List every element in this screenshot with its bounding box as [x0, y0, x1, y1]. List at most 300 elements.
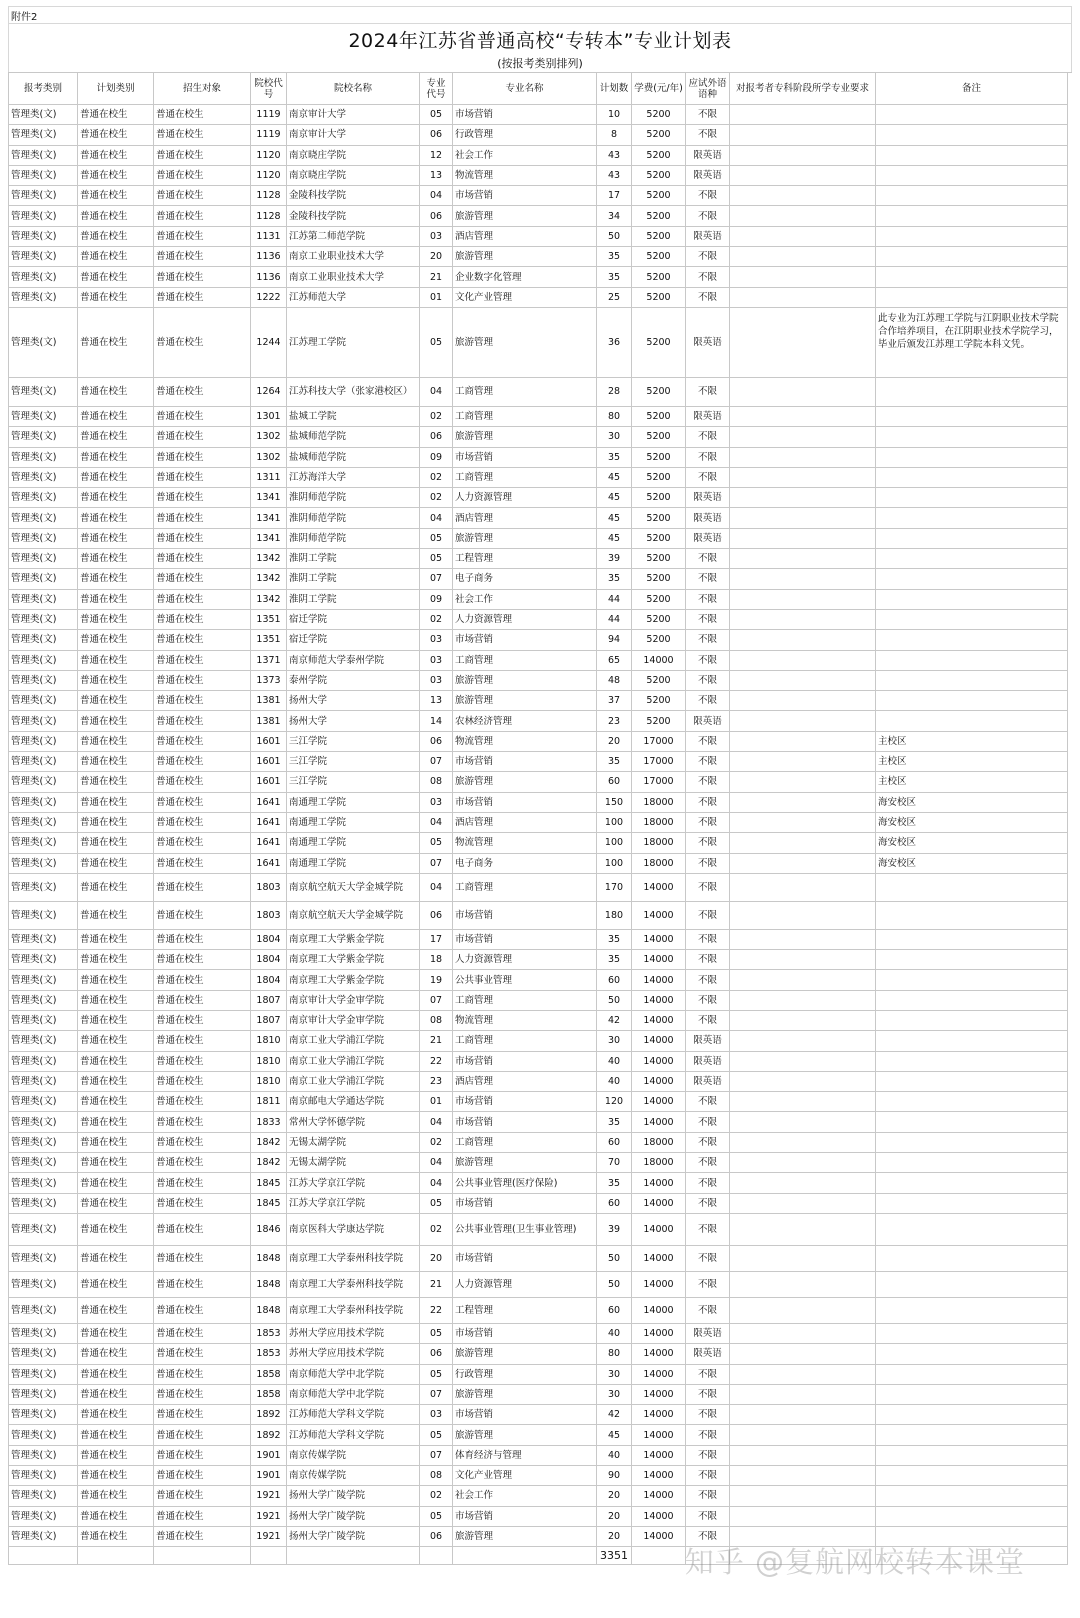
- plan-type-cell: 普通在校生: [78, 1298, 154, 1324]
- plan-count-cell: 20: [597, 1507, 632, 1527]
- plan-count-cell: 23: [597, 711, 632, 731]
- remark-cell: [876, 427, 1068, 447]
- enroll-target-cell: 普通在校生: [154, 468, 251, 488]
- plan-count-cell: 39: [597, 1214, 632, 1246]
- school-code-cell: 1136: [251, 267, 287, 287]
- school-code-cell: 1892: [251, 1405, 287, 1425]
- major-name-cell: 公共事业管理(卫生事业管理): [453, 1214, 597, 1246]
- school-name-cell: 南京医科大学康达学院: [287, 1214, 420, 1246]
- school-code-cell: 1302: [251, 427, 287, 447]
- table-body: [8, 105, 1072, 1547]
- tuition-cell: 14000: [632, 970, 686, 990]
- category-cell: 管理类(文): [8, 549, 78, 569]
- table-row: [8, 378, 1072, 407]
- category-cell: 管理类(文): [8, 1385, 78, 1405]
- tuition-cell: 14000: [632, 1112, 686, 1132]
- major-requirement-cell: [730, 793, 876, 813]
- school-name-cell: 淮阴工学院: [287, 590, 420, 610]
- remark-cell: [876, 166, 1068, 186]
- school-name-cell: 南京传媒学院: [287, 1446, 420, 1466]
- enroll-target-cell: 普通在校生: [154, 206, 251, 226]
- plan-count-cell: 80: [597, 407, 632, 427]
- category-cell: 管理类(文): [8, 711, 78, 731]
- major-code-cell: 01: [420, 1092, 453, 1112]
- table-row: [8, 1405, 1072, 1425]
- foreign-language-cell: 不限: [686, 691, 730, 711]
- remark-cell: [876, 378, 1068, 407]
- plan-type-cell: 普通在校生: [78, 267, 154, 287]
- category-cell: 管理类(文): [8, 590, 78, 610]
- plan-count-cell: 35: [597, 247, 632, 267]
- plan-type-cell: 普通在校生: [78, 1344, 154, 1364]
- school-code-cell: 1601: [251, 752, 287, 772]
- foreign-language-cell: 限英语: [686, 1031, 730, 1051]
- table-row: [8, 166, 1072, 186]
- table-row: [8, 1194, 1072, 1214]
- school-code-cell: 1244: [251, 308, 287, 378]
- remark-cell: [876, 1324, 1068, 1344]
- school-code-cell: 1128: [251, 186, 287, 206]
- major-code-cell: 06: [420, 1527, 453, 1547]
- foreign-language-cell: 不限: [686, 125, 730, 145]
- major-name-cell: 市场营销: [453, 105, 597, 125]
- major-code-cell: 05: [420, 1507, 453, 1527]
- header-major-name: 专业名称: [453, 73, 597, 105]
- enroll-target-cell: 普通在校生: [154, 267, 251, 287]
- table-row: [8, 950, 1072, 970]
- plan-type-cell: 普通在校生: [78, 1466, 154, 1486]
- major-code-cell: 07: [420, 569, 453, 589]
- enroll-target-cell: 普通在校生: [154, 1272, 251, 1298]
- major-code-cell: 22: [420, 1052, 453, 1072]
- major-code-cell: 13: [420, 691, 453, 711]
- school-code-cell: 1381: [251, 691, 287, 711]
- school-code-cell: 1803: [251, 902, 287, 930]
- tuition-cell: 14000: [632, 1052, 686, 1072]
- table-row: [8, 930, 1072, 950]
- school-code-cell: 1842: [251, 1153, 287, 1173]
- major-requirement-cell: [730, 902, 876, 930]
- table-row: [8, 186, 1072, 206]
- major-code-cell: 02: [420, 468, 453, 488]
- major-code-cell: 23: [420, 1072, 453, 1092]
- plan-type-cell: 普通在校生: [78, 874, 154, 902]
- plan-type-cell: 普通在校生: [78, 610, 154, 630]
- plan-count-cell: 50: [597, 1272, 632, 1298]
- plan-count-cell: 100: [597, 854, 632, 874]
- foreign-language-cell: 限英语: [686, 1324, 730, 1344]
- plan-count-cell: 40: [597, 1446, 632, 1466]
- school-code-cell: 1373: [251, 671, 287, 691]
- school-name-cell: 南京审计大学金审学院: [287, 991, 420, 1011]
- header-major-requirement: 对报考者专科阶段所学专业要求: [730, 73, 876, 105]
- category-cell: 管理类(文): [8, 1365, 78, 1385]
- major-code-cell: 05: [420, 1324, 453, 1344]
- school-name-cell: 常州大学怀德学院: [287, 1112, 420, 1132]
- school-name-cell: 南通理工学院: [287, 854, 420, 874]
- major-code-cell: 20: [420, 247, 453, 267]
- school-code-cell: 1342: [251, 549, 287, 569]
- major-requirement-cell: [730, 1052, 876, 1072]
- major-name-cell: 物流管理: [453, 732, 597, 752]
- major-requirement-cell: [730, 166, 876, 186]
- foreign-language-cell: 不限: [686, 1405, 730, 1425]
- school-code-cell: 1921: [251, 1507, 287, 1527]
- major-code-cell: 04: [420, 813, 453, 833]
- enroll-target-cell: 普通在校生: [154, 1365, 251, 1385]
- foreign-language-cell: 不限: [686, 1092, 730, 1112]
- plan-count-cell: 25: [597, 288, 632, 308]
- major-code-cell: 02: [420, 1214, 453, 1246]
- remark-cell: [876, 1214, 1068, 1246]
- plan-type-cell: 普通在校生: [78, 691, 154, 711]
- major-code-cell: 21: [420, 1031, 453, 1051]
- major-requirement-cell: [730, 1446, 876, 1466]
- school-name-cell: 江苏大学京江学院: [287, 1173, 420, 1193]
- school-name-cell: 淮阴师范学院: [287, 529, 420, 549]
- table-row: [8, 793, 1072, 813]
- enroll-target-cell: 普通在校生: [154, 427, 251, 447]
- major-requirement-cell: [730, 1405, 876, 1425]
- remark-cell: [876, 590, 1068, 610]
- enroll-target-cell: 普通在校生: [154, 549, 251, 569]
- plan-type-cell: 普通在校生: [78, 1446, 154, 1466]
- major-name-cell: 市场营销: [453, 1324, 597, 1344]
- tuition-cell: 14000: [632, 874, 686, 902]
- enroll-target-cell: 普通在校生: [154, 711, 251, 731]
- major-name-cell: 行政管理: [453, 125, 597, 145]
- tuition-cell: 5200: [632, 146, 686, 166]
- table-row: [8, 1031, 1072, 1051]
- category-cell: 管理类(文): [8, 448, 78, 468]
- table-row: [8, 247, 1072, 267]
- category-cell: 管理类(文): [8, 1324, 78, 1344]
- foreign-language-cell: 不限: [686, 772, 730, 792]
- enroll-target-cell: 普通在校生: [154, 1133, 251, 1153]
- school-code-cell: 1136: [251, 247, 287, 267]
- foreign-language-cell: 不限: [686, 902, 730, 930]
- category-cell: 管理类(文): [8, 833, 78, 853]
- table-row: [8, 651, 1072, 671]
- major-code-cell: 06: [420, 902, 453, 930]
- category-cell: 管理类(文): [8, 1507, 78, 1527]
- major-code-cell: 21: [420, 1272, 453, 1298]
- major-code-cell: 21: [420, 267, 453, 287]
- table-row: [8, 1298, 1072, 1324]
- major-requirement-cell: [730, 1324, 876, 1344]
- enroll-target-cell: 普通在校生: [154, 902, 251, 930]
- tuition-cell: 14000: [632, 1324, 686, 1344]
- major-requirement-cell: [730, 651, 876, 671]
- school-code-cell: 1381: [251, 711, 287, 731]
- plan-type-cell: 普通在校生: [78, 549, 154, 569]
- plan-type-cell: 普通在校生: [78, 468, 154, 488]
- school-code-cell: 1901: [251, 1446, 287, 1466]
- enroll-target-cell: 普通在校生: [154, 1112, 251, 1132]
- major-code-cell: 04: [420, 378, 453, 407]
- foreign-language-cell: 不限: [686, 448, 730, 468]
- foreign-language-cell: 不限: [686, 1507, 730, 1527]
- major-requirement-cell: [730, 970, 876, 990]
- enroll-target-cell: 普通在校生: [154, 1405, 251, 1425]
- major-name-cell: 电子商务: [453, 854, 597, 874]
- school-code-cell: 1853: [251, 1344, 287, 1364]
- table-row: [8, 427, 1072, 447]
- category-cell: 管理类(文): [8, 227, 78, 247]
- plan-type-cell: 普通在校生: [78, 1133, 154, 1153]
- foreign-language-cell: 不限: [686, 247, 730, 267]
- plan-count-cell: 35: [597, 1173, 632, 1193]
- remark-cell: [876, 125, 1068, 145]
- school-code-cell: 1833: [251, 1112, 287, 1132]
- table-row: [8, 1011, 1072, 1031]
- major-code-cell: 07: [420, 991, 453, 1011]
- enroll-target-cell: 普通在校生: [154, 1527, 251, 1547]
- plan-count-cell: 48: [597, 671, 632, 691]
- school-code-cell: 1128: [251, 206, 287, 226]
- school-name-cell: 南京工业大学浦江学院: [287, 1052, 420, 1072]
- category-cell: 管理类(文): [8, 1446, 78, 1466]
- plan-count-cell: 30: [597, 427, 632, 447]
- major-requirement-cell: [730, 407, 876, 427]
- plan-type-cell: 普通在校生: [78, 146, 154, 166]
- major-code-cell: 08: [420, 772, 453, 792]
- major-name-cell: 人力资源管理: [453, 950, 597, 970]
- major-code-cell: 07: [420, 1446, 453, 1466]
- tuition-cell: 5200: [632, 166, 686, 186]
- category-cell: 管理类(文): [8, 1133, 78, 1153]
- remark-cell: [876, 468, 1068, 488]
- remark-cell: [876, 448, 1068, 468]
- enroll-target-cell: 普通在校生: [154, 854, 251, 874]
- foreign-language-cell: 不限: [686, 671, 730, 691]
- foreign-language-cell: 不限: [686, 1112, 730, 1132]
- remark-cell: [876, 569, 1068, 589]
- enroll-target-cell: 普通在校生: [154, 610, 251, 630]
- remark-cell: [876, 508, 1068, 528]
- school-name-cell: 苏州大学应用技术学院: [287, 1324, 420, 1344]
- major-requirement-cell: [730, 1153, 876, 1173]
- tuition-cell: 14000: [632, 930, 686, 950]
- foreign-language-cell: 限英语: [686, 227, 730, 247]
- major-requirement-cell: [730, 991, 876, 1011]
- school-name-cell: 淮阴工学院: [287, 569, 420, 589]
- enroll-target-cell: 普通在校生: [154, 772, 251, 792]
- plan-count-cell: 36: [597, 308, 632, 378]
- remark-cell: [876, 902, 1068, 930]
- header-major-code: 专业代号: [420, 73, 453, 105]
- plan-count-cell: 60: [597, 970, 632, 990]
- major-requirement-cell: [730, 1214, 876, 1246]
- category-cell: 管理类(文): [8, 146, 78, 166]
- plan-type-cell: 普通在校生: [78, 651, 154, 671]
- major-code-cell: 02: [420, 610, 453, 630]
- remark-cell: [876, 146, 1068, 166]
- enroll-target-cell: 普通在校生: [154, 874, 251, 902]
- major-requirement-cell: [730, 1425, 876, 1445]
- table-row: [8, 468, 1072, 488]
- major-name-cell: 旅游管理: [453, 206, 597, 226]
- foreign-language-cell: 不限: [686, 854, 730, 874]
- school-name-cell: 南通理工学院: [287, 833, 420, 853]
- major-code-cell: 03: [420, 1405, 453, 1425]
- enroll-target-cell: 普通在校生: [154, 1425, 251, 1445]
- tuition-cell: 17000: [632, 772, 686, 792]
- table-row: [8, 991, 1072, 1011]
- plan-type-cell: 普通在校生: [78, 630, 154, 650]
- school-code-cell: 1901: [251, 1466, 287, 1486]
- table-row: [8, 970, 1072, 990]
- enroll-target-cell: 普通在校生: [154, 247, 251, 267]
- school-name-cell: 南京航空航天大学金城学院: [287, 902, 420, 930]
- foreign-language-cell: 限英语: [686, 308, 730, 378]
- tuition-cell: 14000: [632, 1246, 686, 1272]
- major-name-cell: 企业数字化管理: [453, 267, 597, 287]
- major-requirement-cell: [730, 488, 876, 508]
- enroll-target-cell: 普通在校生: [154, 1072, 251, 1092]
- major-requirement-cell: [730, 772, 876, 792]
- remark-cell: [876, 874, 1068, 902]
- remark-cell: [876, 1344, 1068, 1364]
- table-row: [8, 407, 1072, 427]
- remark-cell: [876, 991, 1068, 1011]
- remark-cell: [876, 691, 1068, 711]
- remark-cell: [876, 1246, 1068, 1272]
- school-code-cell: 1342: [251, 569, 287, 589]
- enroll-target-cell: 普通在校生: [154, 105, 251, 125]
- plan-type-cell: 普通在校生: [78, 1072, 154, 1092]
- enroll-target-cell: 普通在校生: [154, 146, 251, 166]
- plan-type-cell: 普通在校生: [78, 1405, 154, 1425]
- plan-type-cell: 普通在校生: [78, 1214, 154, 1246]
- total-count: 3351: [597, 1547, 632, 1565]
- major-requirement-cell: [730, 146, 876, 166]
- remark-cell: [876, 950, 1068, 970]
- tuition-cell: 18000: [632, 833, 686, 853]
- remark-cell: 主校区: [876, 752, 1068, 772]
- table-row: [8, 308, 1072, 378]
- table-row: [8, 630, 1072, 650]
- major-name-cell: 酒店管理: [453, 508, 597, 528]
- category-cell: 管理类(文): [8, 902, 78, 930]
- plan-type-cell: 普通在校生: [78, 711, 154, 731]
- major-code-cell: 06: [420, 732, 453, 752]
- plan-type-cell: 普通在校生: [78, 427, 154, 447]
- remark-cell: [876, 1272, 1068, 1298]
- major-requirement-cell: [730, 1092, 876, 1112]
- foreign-language-cell: 限英语: [686, 488, 730, 508]
- foreign-language-cell: 不限: [686, 991, 730, 1011]
- header-remark: 备注: [876, 73, 1068, 105]
- header-foreign-language: 应试外语语种: [686, 73, 730, 105]
- remark-cell: [876, 407, 1068, 427]
- major-name-cell: 行政管理: [453, 1365, 597, 1385]
- watermark: 知乎 @复航网校转本课堂: [684, 1545, 1025, 1579]
- category-cell: 管理类(文): [8, 1072, 78, 1092]
- category-cell: 管理类(文): [8, 308, 78, 378]
- category-cell: [8, 1547, 78, 1565]
- category-cell: 管理类(文): [8, 950, 78, 970]
- major-requirement-cell: [730, 125, 876, 145]
- school-name-cell: 南京理工大学紫金学院: [287, 970, 420, 990]
- remark-cell: [876, 1072, 1068, 1092]
- tuition-cell: 14000: [632, 1092, 686, 1112]
- table-row: [8, 1112, 1072, 1132]
- major-requirement-cell: [730, 288, 876, 308]
- enroll-target-cell: 普通在校生: [154, 1246, 251, 1272]
- plan-type-cell: 普通在校生: [78, 590, 154, 610]
- remark-cell: [876, 651, 1068, 671]
- table-row: [8, 874, 1072, 902]
- tuition-cell: 14000: [632, 1446, 686, 1466]
- major-name-cell: 物流管理: [453, 166, 597, 186]
- enroll-target-cell: 普通在校生: [154, 378, 251, 407]
- tuition-cell: 14000: [632, 651, 686, 671]
- foreign-language-cell: 限英语: [686, 146, 730, 166]
- category-cell: 管理类(文): [8, 1486, 78, 1506]
- category-cell: 管理类(文): [8, 1092, 78, 1112]
- foreign-language-cell: 不限: [686, 1173, 730, 1193]
- school-name-cell: 宿迁学院: [287, 630, 420, 650]
- school-code-cell: 1848: [251, 1246, 287, 1272]
- category-cell: 管理类(文): [8, 206, 78, 226]
- plan-count-cell: 45: [597, 1425, 632, 1445]
- major-code-cell: 04: [420, 1112, 453, 1132]
- enroll-target-cell: 普通在校生: [154, 1298, 251, 1324]
- tuition-cell: 14000: [632, 1405, 686, 1425]
- foreign-language-cell: 不限: [686, 1153, 730, 1173]
- tuition-cell: 14000: [632, 1344, 686, 1364]
- enroll-target-cell: 普通在校生: [154, 227, 251, 247]
- category-cell: 管理类(文): [8, 752, 78, 772]
- foreign-language-cell: 不限: [686, 874, 730, 902]
- plan-count-cell: 35: [597, 752, 632, 772]
- remark-cell: 海安校区: [876, 833, 1068, 853]
- plan-type-cell: 普通在校生: [78, 813, 154, 833]
- school-name-cell: 江苏师范大学: [287, 288, 420, 308]
- tuition-cell: 5200: [632, 308, 686, 378]
- header-plan-count: 计划数: [597, 73, 632, 105]
- category-cell: 管理类(文): [8, 1425, 78, 1445]
- category-cell: 管理类(文): [8, 247, 78, 267]
- school-code-cell: 1341: [251, 508, 287, 528]
- plan-count-cell: 60: [597, 1194, 632, 1214]
- plan-count-cell: 35: [597, 930, 632, 950]
- tuition-cell: 14000: [632, 1527, 686, 1547]
- table-row: [8, 1173, 1072, 1193]
- school-code-cell: 1848: [251, 1272, 287, 1298]
- plan-count-cell: 35: [597, 950, 632, 970]
- plan-count-cell: 35: [597, 1112, 632, 1132]
- school-name-cell: 江苏大学京江学院: [287, 1194, 420, 1214]
- plan-count-cell: 45: [597, 508, 632, 528]
- remark-cell: [876, 970, 1068, 990]
- table-row: [8, 146, 1072, 166]
- major-code-cell: 03: [420, 630, 453, 650]
- enroll-target-cell: 普通在校生: [154, 1031, 251, 1051]
- major-name-cell: 物流管理: [453, 1011, 597, 1031]
- enroll-target-cell: 普通在校生: [154, 833, 251, 853]
- school-name-cell: 南京邮电大学通达学院: [287, 1092, 420, 1112]
- table-row: [8, 1446, 1072, 1466]
- document-title: 2024年江苏省普通高校“专转本”专业计划表: [8, 24, 1072, 54]
- plan-type-cell: 普通在校生: [78, 288, 154, 308]
- major-name-cell: 人力资源管理: [453, 610, 597, 630]
- major-name-cell: 工商管理: [453, 651, 597, 671]
- major-name-cell: 工程管理: [453, 549, 597, 569]
- foreign-language-cell: 限英语: [686, 1344, 730, 1364]
- plan-type-cell: 普通在校生: [78, 1194, 154, 1214]
